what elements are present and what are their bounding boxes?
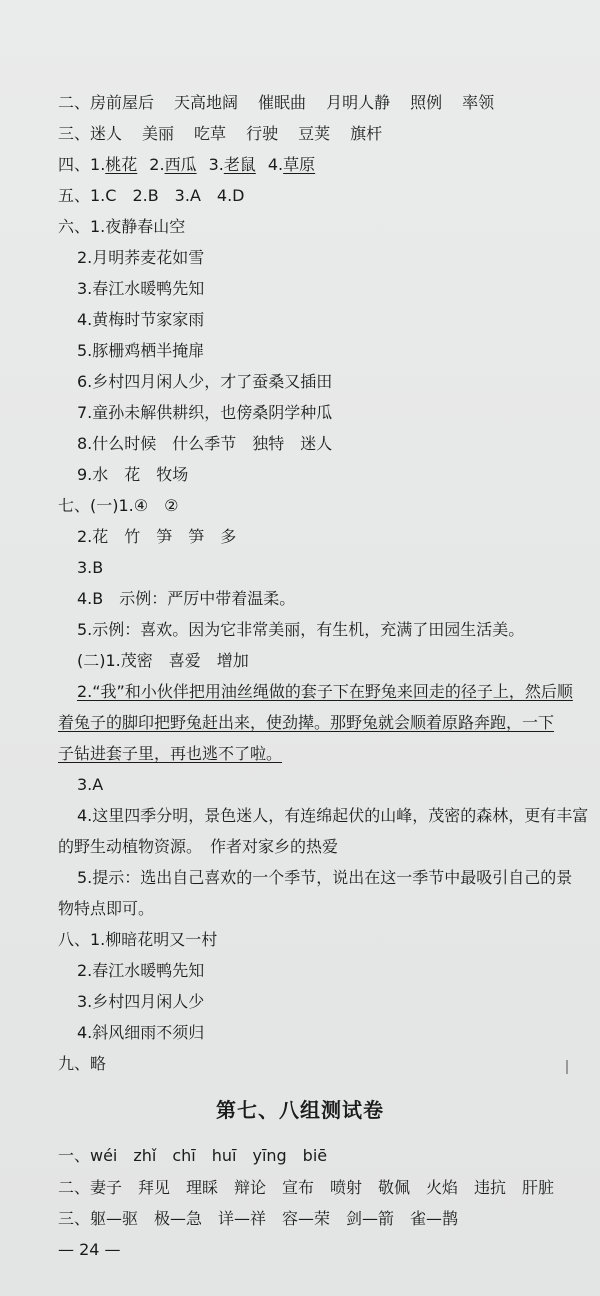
answer-line-7-3: 3.B (77, 558, 104, 577)
answer-line-7-b2a: 2.“我”和小伙伴把用油丝绳做的套子下在野兔来回走的径子上，然后顺 (77, 682, 573, 701)
answer-item: 月明人静 (326, 93, 391, 112)
item-prefix: 四、 (58, 155, 91, 174)
answer-item: 率领 (462, 93, 495, 112)
underlined-answer: 草原 (283, 155, 316, 174)
answer-line-6-2: 2.月明荞麦花如雪 (77, 248, 205, 267)
answer-line-7-b1: (二)1.茂密 喜爱 增加 (77, 651, 249, 670)
answer-item: 吃草 (194, 124, 227, 143)
answer-line-6-9: 9.水 花 牧场 (77, 465, 189, 484)
item-number: 3. (208, 155, 224, 174)
underlined-answer: 桃花 (105, 155, 138, 174)
answer-item: 豆荚 (298, 124, 331, 143)
answer-line-4 (58, 155, 315, 175)
answer-line-7-4: 4.B 示例：严厉中带着温柔。 (77, 589, 296, 608)
answer-line-8-4: 4.斜风细雨不须归 (77, 1023, 205, 1042)
answer-line-7-5: 5.示例：喜欢。因为它非常美丽，有生机，充满了田园生活美。 (77, 620, 525, 639)
page-number: — 24 — (58, 1240, 121, 1259)
test-answer-line-3: 三、躯—驱 极—急 详—祥 容—荣 剑—箭 雀—鹊 (58, 1209, 459, 1228)
answer-line-6-6: 6.乡村四月闲人少，才了蚕桑又插田 (77, 372, 333, 391)
answer-line-6-3: 3.春江水暖鸭先知 (77, 279, 205, 298)
answer-line-8-3: 3.乡村四月闲人少 (77, 992, 205, 1011)
answer-line-7-b4b: 的野生动植物资源。 作者对家乡的热爱 (58, 837, 339, 856)
answer-item: 迷人 (90, 124, 123, 143)
answer-item: 美丽 (142, 124, 175, 143)
answer-item: 房前屋后 (90, 93, 155, 112)
answer-line-6-5: 5.豚栅鸡栖半掩扉 (77, 341, 205, 360)
underlined-answer: 西瓜 (164, 155, 197, 174)
answer-line-7-b2c: 子钻进套子里，再也逃不了啦。 (58, 744, 283, 763)
answer-line-6-1: 六、1.夜静春山空 (58, 217, 186, 236)
answer-item: 旗杆 (350, 124, 383, 143)
answer-line-5: 五、1.C 2.B 3.A 4.D (58, 186, 245, 205)
answer-line-8-1: 八、1.柳暗花明又一村 (58, 930, 218, 949)
item-number: 4. (267, 155, 284, 174)
answer-line-6-7: 7.童孙未解供耕织，也傍桑阴学种瓜 (77, 403, 333, 422)
test-answer-line-1: 一、wéi zhǐ chī huī yīng biē (58, 1146, 328, 1165)
answer-line-3 (58, 124, 382, 144)
test-answer-line-2: 二、妻子 拜见 理睬 辩论 宣布 喷射 敬佩 火焰 违抗 肝脏 (58, 1178, 555, 1197)
underlined-answer: 老鼠 (223, 155, 256, 174)
answer-line-9: 九、略 (58, 1054, 107, 1073)
answer-line-7-b2b: 着兔子的脚印把野兔赶出来，使劲撵。那野兔就会顺着原路奔跑，一下 (58, 713, 555, 732)
answer-item: 照例 (410, 93, 443, 112)
answer-line-7-b5a: 5.提示：选出自己喜欢的一个季节，说出在这一季节中最吸引自己的景 (77, 868, 573, 887)
margin-mark (566, 1060, 568, 1074)
item-number: 2. (149, 155, 165, 174)
answer-line-8-2: 2.春江水暖鸭先知 (77, 961, 205, 980)
answer-line-6-8: 8.什么时候 什么季节 独特 迷人 (77, 434, 333, 453)
section-title: 第七、八组测试卷 (216, 1098, 384, 1122)
item-number: 1. (90, 155, 106, 174)
item-prefix: 二、 (58, 93, 91, 112)
answer-line-7-1: 七、(一)1.④ ② (58, 496, 179, 515)
answer-line-7-b4a: 4.这里四季分明，景色迷人，有连绵起伏的山峰，茂密的森林，更有丰富 (77, 806, 589, 825)
answer-line-7-b3: 3.A (77, 775, 104, 794)
answer-line-6-4: 4.黄梅时节家家雨 (77, 310, 205, 329)
answer-item: 天高地阔 (174, 93, 239, 112)
answer-line-7-b5b: 物特点即可。 (58, 899, 155, 918)
answer-line-7-2: 2.花 竹 笋 笋 多 (77, 527, 237, 546)
answer-item: 催眠曲 (258, 93, 307, 112)
answer-item: 行驶 (246, 124, 279, 143)
item-prefix: 三、 (58, 124, 91, 143)
answer-line-2 (58, 93, 494, 113)
